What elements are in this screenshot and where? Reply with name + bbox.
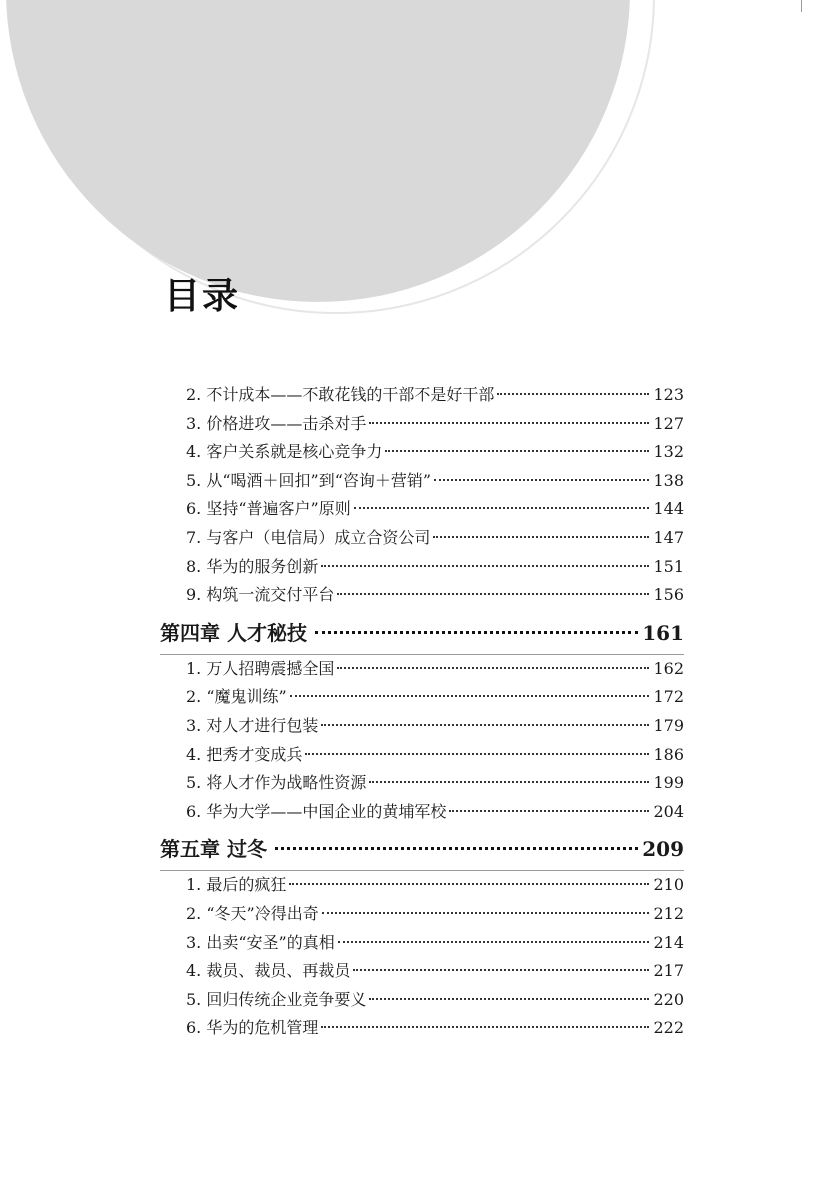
- dot-leader: [275, 846, 638, 850]
- toc-entry-label: 4. 客户关系就是核心竞争力: [186, 442, 383, 462]
- toc-entry-page: 138: [653, 470, 684, 490]
- toc-entry-label: 9. 构筑一流交付平台: [186, 585, 335, 605]
- toc-entry[interactable]: [160, 957, 684, 986]
- toc-entry-label: 2. 不计成本——不敢花钱的干部不是好干部: [186, 385, 495, 404]
- toc-entry-label: 2. “魔鬼训练”: [186, 687, 287, 707]
- toc-entry[interactable]: [160, 929, 684, 958]
- toc-entry-page: 162: [653, 658, 684, 678]
- toc-entry[interactable]: [160, 900, 684, 929]
- page-title: 目录: [164, 276, 241, 317]
- toc-entry[interactable]: [160, 741, 684, 770]
- toc-entry[interactable]: [160, 410, 684, 439]
- toc-entry-label: 4. 裁员、裁员、再裁员: [186, 961, 351, 981]
- chapter-title: 第五章 过冬: [160, 837, 267, 862]
- toc-entry-label: 8. 华为的服务创新: [186, 556, 319, 576]
- toc-entry-label: 7. 与客户（电信局）成立合资公司: [186, 527, 431, 547]
- toc-entry-label: 5. 从“喝酒＋回扣”到“咨询＋营销”: [186, 470, 432, 490]
- dot-leader: [337, 666, 649, 669]
- toc-entry[interactable]: [160, 495, 684, 524]
- toc-entry[interactable]: [160, 683, 684, 712]
- dot-leader: [337, 592, 649, 595]
- dot-leader: [321, 723, 649, 726]
- chapter-title: 第四章 人才秘技: [160, 620, 307, 645]
- dot-leader: [321, 564, 649, 567]
- dot-leader: [369, 780, 649, 783]
- toc-entry-page: 144: [653, 499, 684, 519]
- toc-entry-page: 186: [653, 744, 684, 764]
- table-of-contents: [160, 381, 684, 1043]
- toc-entry-label: 5. 将人才作为战略性资源: [186, 773, 367, 793]
- toc-entry[interactable]: [160, 798, 684, 827]
- toc-entry-page: 179: [653, 715, 684, 735]
- toc-entry-label: 3. 对人才进行包装: [186, 715, 319, 735]
- toc-entry-label: 3. 价格进攻——击杀对手: [186, 413, 367, 433]
- toc-entry-label: 6. 坚持“普遍客户”原则: [186, 499, 351, 519]
- toc-chapter-4[interactable]: [160, 618, 684, 648]
- chapter-page: 209: [642, 837, 684, 862]
- toc-entry[interactable]: [160, 1014, 684, 1043]
- dot-leader: [497, 392, 649, 395]
- toc-entry-page: 212: [653, 903, 684, 923]
- toc-entry-label: 1. 最后的疯狂: [186, 875, 287, 895]
- toc-entry[interactable]: [160, 381, 684, 410]
- toc-entry-page: 220: [653, 989, 684, 1009]
- toc-entry-page: 199: [653, 773, 684, 793]
- toc-entry[interactable]: [160, 986, 684, 1015]
- toc-entry-label: 5. 回归传统企业竞争要义: [186, 989, 367, 1009]
- dot-leader: [433, 535, 649, 538]
- dot-leader: [305, 752, 649, 755]
- toc-entry[interactable]: [160, 769, 684, 798]
- toc-entry[interactable]: [160, 524, 684, 553]
- dot-leader: [315, 630, 638, 634]
- toc-entry[interactable]: [160, 871, 684, 900]
- toc-entry[interactable]: [160, 581, 684, 610]
- dot-leader: [321, 1025, 649, 1028]
- toc-entry-page: 123: [653, 385, 684, 404]
- toc-chapter-5[interactable]: [160, 834, 684, 864]
- toc-entry[interactable]: [160, 438, 684, 467]
- dot-leader: [369, 997, 649, 1000]
- toc-entry-page: 151: [653, 556, 684, 576]
- dot-leader: [369, 421, 649, 424]
- dot-leader: [289, 882, 649, 885]
- dot-leader: [385, 449, 649, 452]
- chapter-page: 161: [642, 620, 684, 645]
- toc-entry[interactable]: [160, 467, 684, 496]
- toc-entry-label: 1. 万人招聘震撼全国: [186, 658, 335, 678]
- toc-entry-page: 172: [653, 687, 684, 707]
- dot-leader: [290, 694, 650, 697]
- dot-leader: [353, 968, 649, 971]
- toc-entry-label: 4. 把秀才变成兵: [186, 744, 303, 764]
- toc-entry-page: 132: [653, 442, 684, 462]
- toc-entry[interactable]: [160, 655, 684, 684]
- decorative-gray-circle: [6, 0, 630, 302]
- toc-entry-page: 147: [653, 527, 684, 547]
- toc-entry-label: 2. “冬天”冷得出奇: [186, 903, 319, 923]
- dot-leader: [449, 809, 649, 812]
- toc-entry-page: 127: [653, 413, 684, 433]
- toc-entry[interactable]: [160, 712, 684, 741]
- toc-entry-page: 217: [653, 961, 684, 981]
- toc-entry-page: 210: [653, 875, 684, 895]
- toc-entry-label: 6. 华为的危机管理: [186, 1018, 319, 1038]
- toc-entry-label: 6. 华为大学——中国企业的黄埔军校: [186, 801, 447, 821]
- dot-leader: [322, 911, 650, 914]
- dot-leader: [354, 506, 650, 509]
- toc-entry-page: 214: [653, 932, 684, 952]
- dot-leader: [338, 940, 650, 943]
- toc-entry-page: 204: [653, 801, 684, 821]
- toc-entry-page: 222: [653, 1018, 684, 1038]
- toc-entry-page: 156: [653, 585, 684, 605]
- toc-entry-label: 3. 出卖“安圣”的真相: [186, 932, 335, 952]
- crop-mark: [801, 0, 812, 12]
- dot-leader: [434, 478, 649, 481]
- toc-entry[interactable]: [160, 553, 684, 582]
